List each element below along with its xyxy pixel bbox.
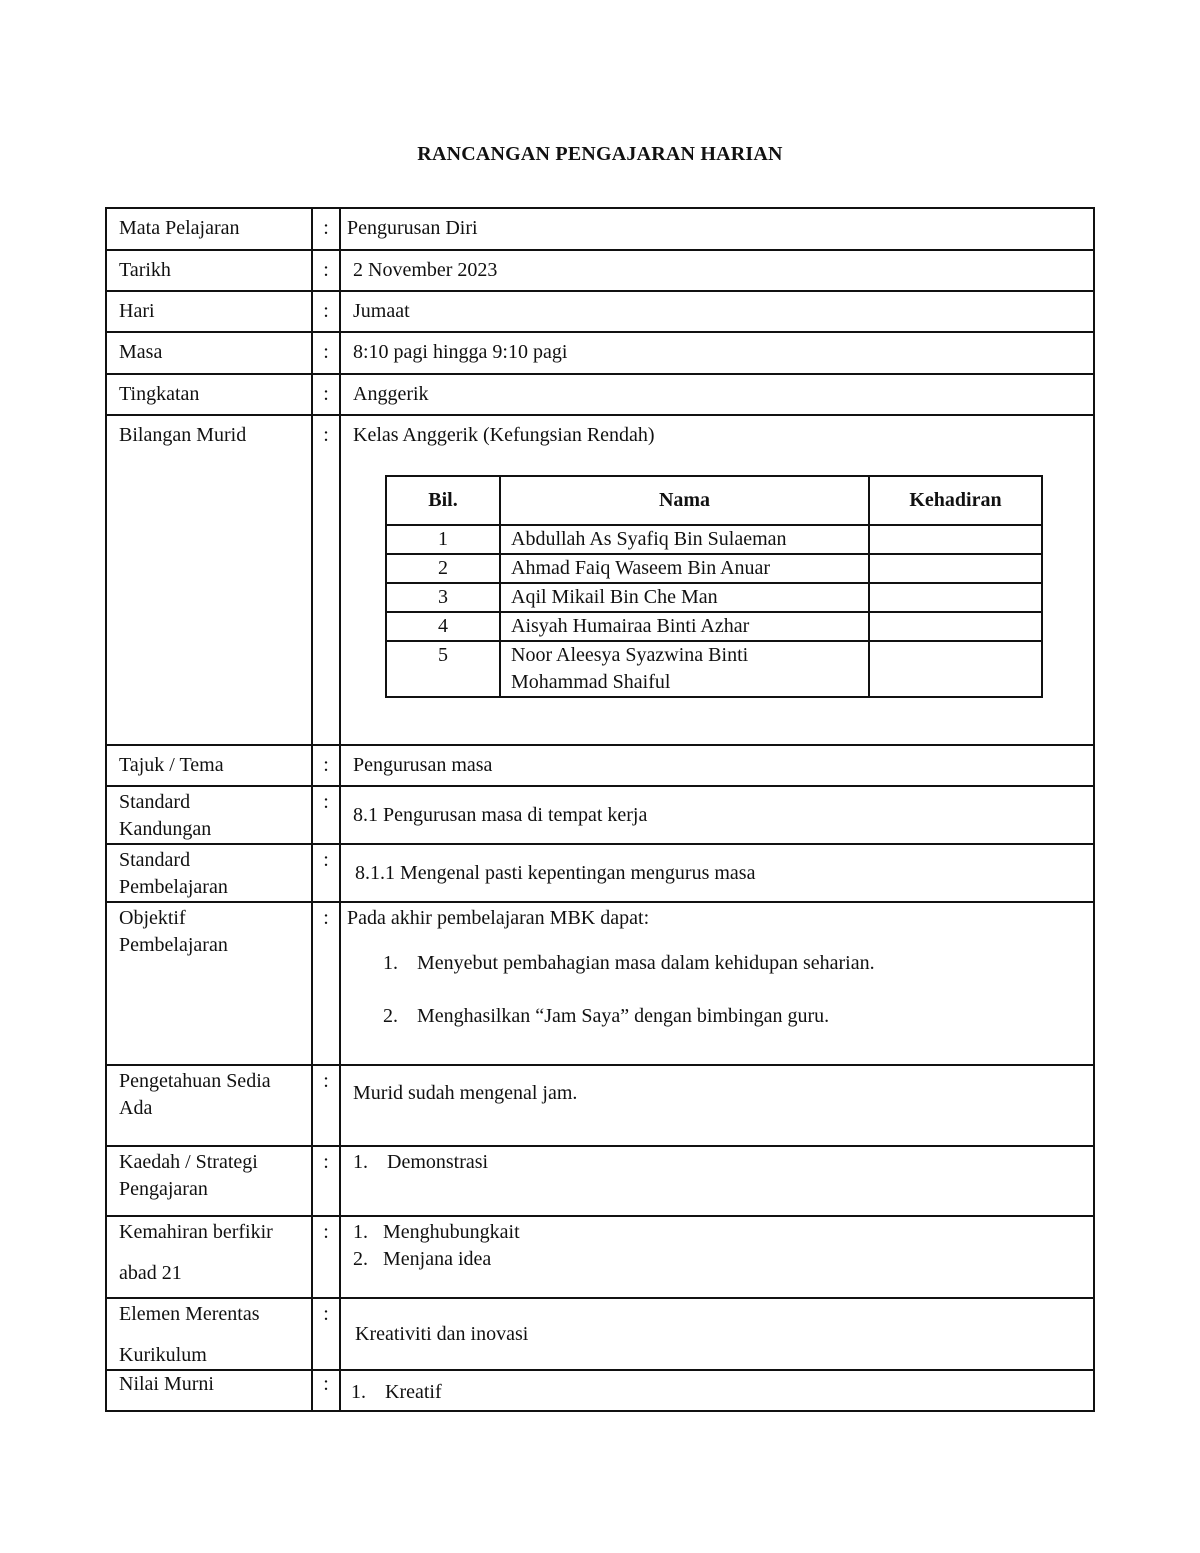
list-text: Menyebut pembahagian masa dalam kehidupan seharian. bbox=[417, 952, 875, 974]
table-row bbox=[386, 525, 1042, 554]
row-hari bbox=[106, 291, 1094, 332]
table-row bbox=[386, 554, 1042, 583]
student-kehadiran[interactable] bbox=[869, 583, 1042, 612]
list-text: Menghasilkan “Jam Saya” dengan bimbingan guru. bbox=[417, 1005, 830, 1027]
student-nama: Aisyah Humairaa Binti Azhar bbox=[500, 612, 869, 641]
value-tarikh: 2 November 2023 bbox=[340, 250, 1094, 291]
student-bil: 2 bbox=[386, 554, 500, 583]
value-objektif bbox=[340, 902, 1094, 1065]
label-line: Pengetahuan Sedia bbox=[119, 1070, 271, 1092]
table-row bbox=[386, 583, 1042, 612]
label-line: Elemen Merentas bbox=[119, 1303, 260, 1325]
value-masa: 8:10 pagi hingga 9:10 pagi bbox=[340, 332, 1094, 374]
student-nama-line2: Mohammad Shaiful bbox=[511, 671, 671, 693]
colon: : bbox=[312, 208, 340, 250]
student-bil: 4 bbox=[386, 612, 500, 641]
colon: : bbox=[312, 786, 340, 844]
list-item bbox=[353, 1219, 1093, 1246]
header-bil: Bil. bbox=[386, 476, 500, 525]
row-tarikh bbox=[106, 250, 1094, 291]
objective-intro: Pada akhir pembelajaran MBK dapat: bbox=[347, 907, 650, 929]
row-tajuk bbox=[106, 745, 1094, 786]
label-tingkatan: Tingkatan bbox=[106, 374, 312, 415]
value-nilai bbox=[340, 1370, 1094, 1411]
row-bilangan-murid bbox=[106, 415, 1094, 745]
row-masa bbox=[106, 332, 1094, 374]
list-item bbox=[353, 1246, 1093, 1273]
row-mata-pelajaran bbox=[106, 208, 1094, 250]
colon: : bbox=[312, 415, 340, 745]
label-line: abad 21 bbox=[119, 1262, 182, 1284]
label-kaedah bbox=[106, 1146, 312, 1216]
colon: : bbox=[312, 1146, 340, 1216]
label-elemen bbox=[106, 1298, 312, 1370]
lesson-plan-table bbox=[105, 207, 1095, 1412]
student-nama: Ahmad Faiq Waseem Bin Anuar bbox=[500, 554, 869, 583]
label-kemahiran bbox=[106, 1216, 312, 1298]
student-bil: 1 bbox=[386, 525, 500, 554]
list-item bbox=[383, 950, 1093, 977]
list-number: 1. bbox=[353, 1221, 368, 1243]
list-number: 1. bbox=[351, 1381, 366, 1403]
label-line: Pengajaran bbox=[119, 1178, 208, 1200]
values-list bbox=[351, 1379, 1093, 1406]
row-pengetahuan bbox=[106, 1065, 1094, 1146]
label-line: Pembelajaran bbox=[119, 876, 228, 898]
label-line: Standard bbox=[119, 791, 191, 813]
colon: : bbox=[312, 332, 340, 374]
colon: : bbox=[312, 844, 340, 902]
value-mata-pelajaran: Pengurusan Diri bbox=[340, 208, 1094, 250]
student-table-header bbox=[386, 476, 1042, 525]
list-number: 2. bbox=[383, 1005, 398, 1027]
student-bil: 5 bbox=[386, 641, 500, 697]
label-standard-pembelajaran bbox=[106, 844, 312, 902]
colon: : bbox=[312, 1298, 340, 1370]
colon: : bbox=[312, 291, 340, 332]
row-standard-kandungan bbox=[106, 786, 1094, 844]
list-text: Kreatif bbox=[385, 1381, 442, 1403]
list-text: Menjana idea bbox=[383, 1248, 492, 1270]
colon: : bbox=[312, 902, 340, 1065]
list-item bbox=[351, 1379, 1093, 1406]
value-pengetahuan: Murid sudah mengenal jam. bbox=[340, 1065, 1094, 1146]
row-kaedah bbox=[106, 1146, 1094, 1216]
value-tajuk: Pengurusan masa bbox=[340, 745, 1094, 786]
page-title: RANCANGAN PENGAJARAN HARIAN bbox=[417, 143, 783, 165]
colon: : bbox=[312, 374, 340, 415]
class-name: Kelas Anggerik (Kefungsian Rendah) bbox=[353, 424, 655, 446]
student-nama-line1: Noor Aleesya Syazwina Binti bbox=[511, 644, 749, 666]
row-tingkatan bbox=[106, 374, 1094, 415]
label-objektif bbox=[106, 902, 312, 1065]
label-mata-pelajaran: Mata Pelajaran bbox=[106, 208, 312, 250]
label-pengetahuan bbox=[106, 1065, 312, 1146]
label-line: Objektif bbox=[119, 907, 186, 929]
label-line: Kaedah / Strategi bbox=[119, 1151, 258, 1173]
value-kemahiran bbox=[340, 1216, 1094, 1298]
table-row bbox=[386, 612, 1042, 641]
table-row bbox=[386, 641, 1042, 697]
list-number: 1. bbox=[383, 952, 398, 974]
label-line: Ada bbox=[119, 1097, 153, 1119]
list-item bbox=[353, 1149, 1093, 1176]
colon: : bbox=[312, 1216, 340, 1298]
row-standard-pembelajaran bbox=[106, 844, 1094, 902]
student-nama: Aqil Mikail Bin Che Man bbox=[500, 583, 869, 612]
list-text: Menghubungkait bbox=[383, 1221, 520, 1243]
student-nama bbox=[500, 641, 869, 697]
label-hari: Hari bbox=[106, 291, 312, 332]
label-line: Kemahiran berfikir bbox=[119, 1221, 273, 1243]
student-kehadiran[interactable] bbox=[869, 554, 1042, 583]
label-standard-kandungan bbox=[106, 786, 312, 844]
value-tingkatan: Anggerik bbox=[340, 374, 1094, 415]
row-objektif bbox=[106, 902, 1094, 1065]
colon: : bbox=[312, 745, 340, 786]
value-kaedah bbox=[340, 1146, 1094, 1216]
label-masa: Masa bbox=[106, 332, 312, 374]
student-kehadiran[interactable] bbox=[869, 641, 1042, 697]
label-bilangan-murid: Bilangan Murid bbox=[106, 415, 312, 745]
header-kehadiran: Kehadiran bbox=[869, 476, 1042, 525]
list-text: Demonstrasi bbox=[387, 1151, 489, 1173]
row-nilai bbox=[106, 1370, 1094, 1411]
student-nama: Abdullah As Syafiq Bin Sulaeman bbox=[500, 525, 869, 554]
list-number: 2. bbox=[353, 1248, 368, 1270]
value-bilangan-murid bbox=[340, 415, 1094, 745]
label-line: Kandungan bbox=[119, 818, 212, 840]
list-item bbox=[383, 1003, 1093, 1030]
row-kemahiran bbox=[106, 1216, 1094, 1298]
colon: : bbox=[312, 250, 340, 291]
objective-list bbox=[383, 950, 1093, 1030]
colon: : bbox=[312, 1370, 340, 1411]
label-line: Kurikulum bbox=[119, 1344, 207, 1366]
row-elemen bbox=[106, 1298, 1094, 1370]
value-standard-kandungan: 8.1 Pengurusan masa di tempat kerja bbox=[340, 786, 1094, 844]
method-list bbox=[353, 1149, 1093, 1176]
label-nilai: Nilai Murni bbox=[106, 1370, 312, 1411]
label-tajuk: Tajuk / Tema bbox=[106, 745, 312, 786]
value-hari: Jumaat bbox=[340, 291, 1094, 332]
colon: : bbox=[312, 1065, 340, 1146]
label-tarikh: Tarikh bbox=[106, 250, 312, 291]
skills-list bbox=[353, 1219, 1093, 1273]
value-standard-pembelajaran: 8.1.1 Mengenal pasti kepentingan mengurus masa bbox=[340, 844, 1094, 902]
student-bil: 3 bbox=[386, 583, 500, 612]
value-elemen: Kreativiti dan inovasi bbox=[340, 1298, 1094, 1370]
student-table bbox=[385, 475, 1043, 698]
label-line: Pembelajaran bbox=[119, 934, 228, 956]
student-kehadiran[interactable] bbox=[869, 525, 1042, 554]
label-line: Standard bbox=[119, 849, 191, 871]
list-number: 1. bbox=[353, 1151, 368, 1173]
header-nama: Nama bbox=[500, 476, 869, 525]
student-kehadiran[interactable] bbox=[869, 612, 1042, 641]
